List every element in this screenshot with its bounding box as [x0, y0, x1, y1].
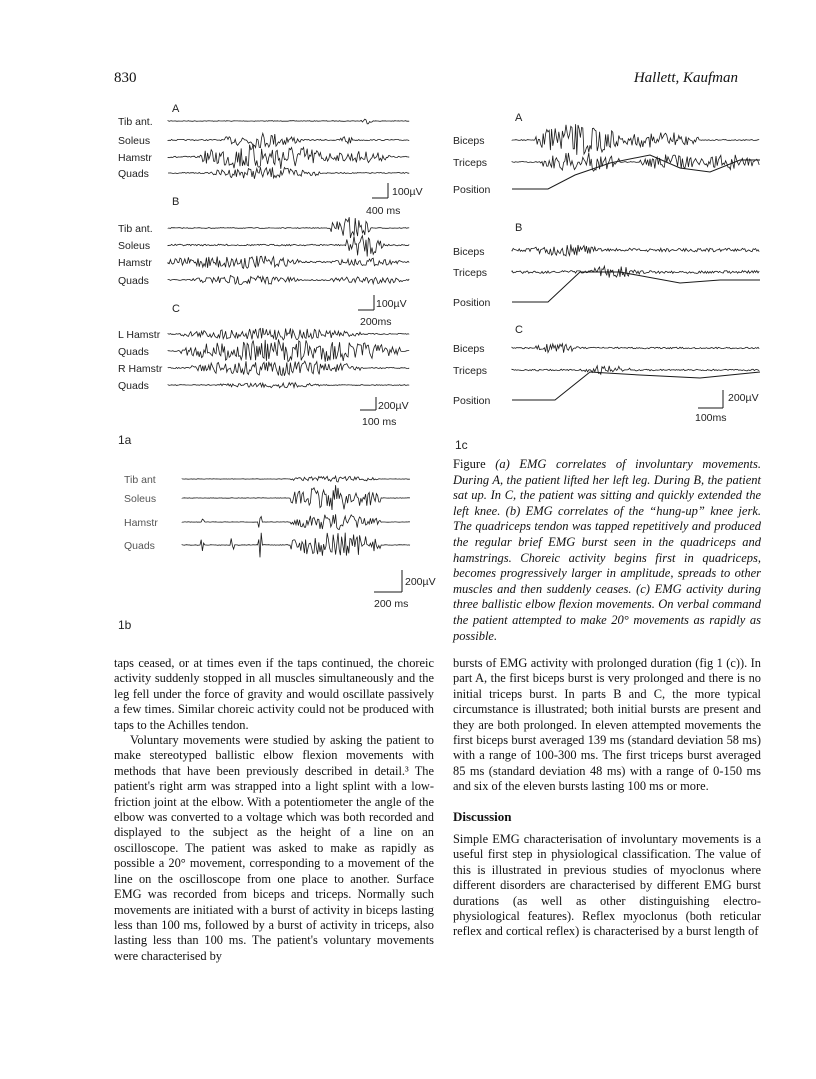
fig1c-b-position-trace — [512, 272, 760, 302]
page-number: 830 — [114, 70, 137, 86]
fig1c-panel-a-letter: A — [515, 112, 523, 124]
fig1b-trace-4 — [182, 533, 410, 558]
figure-caption — [453, 457, 761, 644]
caption-text: (a) EMG correlates of involuntary movements. During A, the patient lifted her left leg. During B, the patient sat up. In C, the patient was sitting and quickly extended the left knee. (b) EMG correlates of the “hung-up” knee jerk. The quadriceps tendon was tapped repetitively and produced the regular brief EMG burst seen in the quadriceps and hamstrings. Choreic activity begins first in quadriceps, becomes progressively larger in amplitude, spreads to other muscles and then suddenly ceases. (c) EMG activity during three ballistic elbow flexion movements. On verbal command the patient attempted to make 20° movements as rapidly as possible. — [453, 457, 761, 643]
caption-label: Figure — [453, 457, 486, 471]
paragraph: Simple EMG characterisation of involuntary movements is a useful first step in physiological classification. The value of this is illustrated in previous studies of myoclonus where different disorders are characterised by different EMG burst durations (as well as other distinguishing electro-physiological features). Reflex myoclonus (both reticular reflex and cortical reflex) is characterised by a burst length of — [453, 832, 761, 939]
fig1c-a-trace-1 — [512, 124, 759, 155]
fig1c-a-channel-1: Biceps — [453, 135, 485, 147]
fig1c-a-channel-2: Triceps — [453, 157, 488, 169]
body-column-right-top — [453, 656, 761, 795]
fig1a-b-channel-1: Tib ant. — [118, 223, 153, 235]
fig1c-b-channel-1: Biceps — [453, 246, 485, 258]
fig1a-c-scale-time: 100 ms — [362, 416, 397, 428]
fig1a-b-trace-4 — [168, 276, 409, 285]
fig1b-trace-1 — [182, 476, 410, 482]
fig1c-tag: 1c — [455, 438, 468, 452]
fig1b-tag: 1b — [118, 618, 132, 632]
fig1a-c-scale-amplitude: 200µV — [378, 400, 409, 412]
fig1a-b-channel-2: Soleus — [118, 240, 151, 252]
fig1c-c-trace-2 — [512, 366, 759, 375]
fig1a-tag: 1a — [118, 433, 132, 447]
fig1a-a-channel-3: Hamstr — [118, 152, 152, 164]
fig1a-panel-a-letter: A — [172, 103, 180, 115]
section-heading-discussion: Discussion — [453, 809, 512, 824]
fig1c-panel-c-letter: C — [515, 324, 523, 336]
fig1a-a-trace-3 — [168, 144, 409, 169]
fig1a-b-scale-time: 200ms — [360, 316, 392, 328]
fig1b-scale-time: 200 ms — [374, 598, 409, 610]
fig1c-c-channel-1: Biceps — [453, 343, 485, 355]
fig1a-b-trace-2 — [168, 236, 409, 257]
fig1a-a-trace-1 — [168, 119, 409, 124]
fig1a-a-channel-2: Soleus — [118, 135, 151, 147]
fig1c-b-channel-3: Position — [453, 297, 491, 309]
fig1b-scale-amplitude: 200µV — [405, 576, 436, 588]
fig1c-b-channel-2: Triceps — [453, 267, 488, 279]
fig1b-trace-2 — [182, 485, 410, 510]
fig1a-c-trace-3 — [168, 361, 409, 376]
fig1a-a-channel-4: Quads — [118, 168, 149, 180]
fig1a-c-trace-4 — [168, 383, 409, 388]
paragraph: taps ceased, or at times even if the taps continued, the choreic activity suddenly stopped in all muscles simultaneously and the leg fell under the force of gravity and would oscillate passively a few times. Similar choreic activity could not be produced with taps to the Achilles tendon. — [114, 656, 434, 732]
fig1a-panel-b-letter: B — [172, 196, 180, 208]
body-column-left — [114, 656, 434, 964]
fig1a-c-channel-1: L Hamstr — [118, 329, 161, 341]
fig1c-scale-time: 100ms — [695, 412, 727, 424]
fig1c-panel-b-letter: B — [515, 222, 523, 234]
fig1a-b-trace-1 — [168, 217, 409, 238]
paragraph: Voluntary movements were studied by asking the patient to make stereotyped ballistic elbow flexion movements with methods that have been previously described in detail.³ The patient's right arm was strapped into a light splint with a low-friction joint at the elbow. With a potentiometer the angle of the elbow was converted to a voltage which was both recorded and displayed to the subject as the height of a line on an oscilloscope. The patient was asked to make as rapidly as possible a 20° movement, corresponding to a movement of the line on the oscilloscope from one place to another. Surface EMG was recorded from biceps and triceps. Normally such movements are initiated with a burst of activity in biceps lasting less than 100 ms, followed by a burst of activity in triceps, also lasting less than 100 ms. The patient's voluntary movements were characterised by — [114, 733, 434, 963]
fig1a-b-channel-3: Hamstr — [118, 257, 152, 269]
fig1c-c-channel-2: Triceps — [453, 365, 488, 377]
fig1c-c-trace-1 — [512, 344, 759, 353]
fig1a-a-scale-time: 400 ms — [366, 205, 401, 217]
fig1c-b-trace-1 — [512, 244, 759, 255]
fig1b-channel-3: Hamstr — [124, 517, 158, 529]
fig1a-b-channel-4: Quads — [118, 275, 149, 287]
fig1a-c-trace-1 — [168, 328, 409, 340]
body-column-right-bottom — [453, 832, 761, 940]
fig1c-b-trace-2 — [512, 266, 759, 277]
fig1b-channel-2: Soleus — [124, 493, 157, 505]
fig1a-a-channel-1: Tib ant. — [118, 116, 153, 128]
fig1b-trace-3 — [182, 514, 410, 529]
fig1a-c-channel-3: R Hamstr — [118, 363, 163, 375]
fig1b-channel-1: Tib ant — [124, 474, 156, 486]
fig1a-a-scale-amplitude: 100µV — [392, 186, 423, 198]
running-head-authors: Hallett, Kaufman — [633, 70, 738, 86]
fig1b-channel-4: Quads — [124, 540, 155, 552]
fig1c-a-trace-2 — [512, 153, 759, 171]
fig1a-a-trace-2 — [168, 133, 409, 147]
fig1c-c-channel-3: Position — [453, 395, 491, 407]
fig1c-scale-amplitude: 200µV — [728, 392, 759, 404]
fig1a-c-channel-4: Quads — [118, 380, 149, 392]
fig1a-panel-c-letter: C — [172, 303, 180, 315]
fig1a-c-channel-2: Quads — [118, 346, 149, 358]
fig1a-b-trace-3 — [168, 256, 409, 268]
paragraph: bursts of EMG activity with prolonged duration (fig 1 (c)). In part A, the first biceps burst is very prolonged and there is no initial triceps burst. In parts B and C, the more typical circumstance is illustrated; both initial bursts are present and they are both prolonged. In eleven attempted movements the first biceps burst averaged 139 ms (standard deviation 58 ms) with a range of 100-300 ms. The first triceps burst averaged 85 ms (standard deviation 48 ms) with a range of 0-150 ms and six of the eleven bursts lasting 100 ms or more. — [453, 656, 761, 794]
fig1a-a-trace-4 — [168, 167, 409, 179]
fig1c-a-channel-3: Position — [453, 184, 491, 196]
fig1a-b-scale-amplitude: 100µV — [376, 298, 407, 310]
fig1a-c-trace-2 — [168, 339, 409, 361]
